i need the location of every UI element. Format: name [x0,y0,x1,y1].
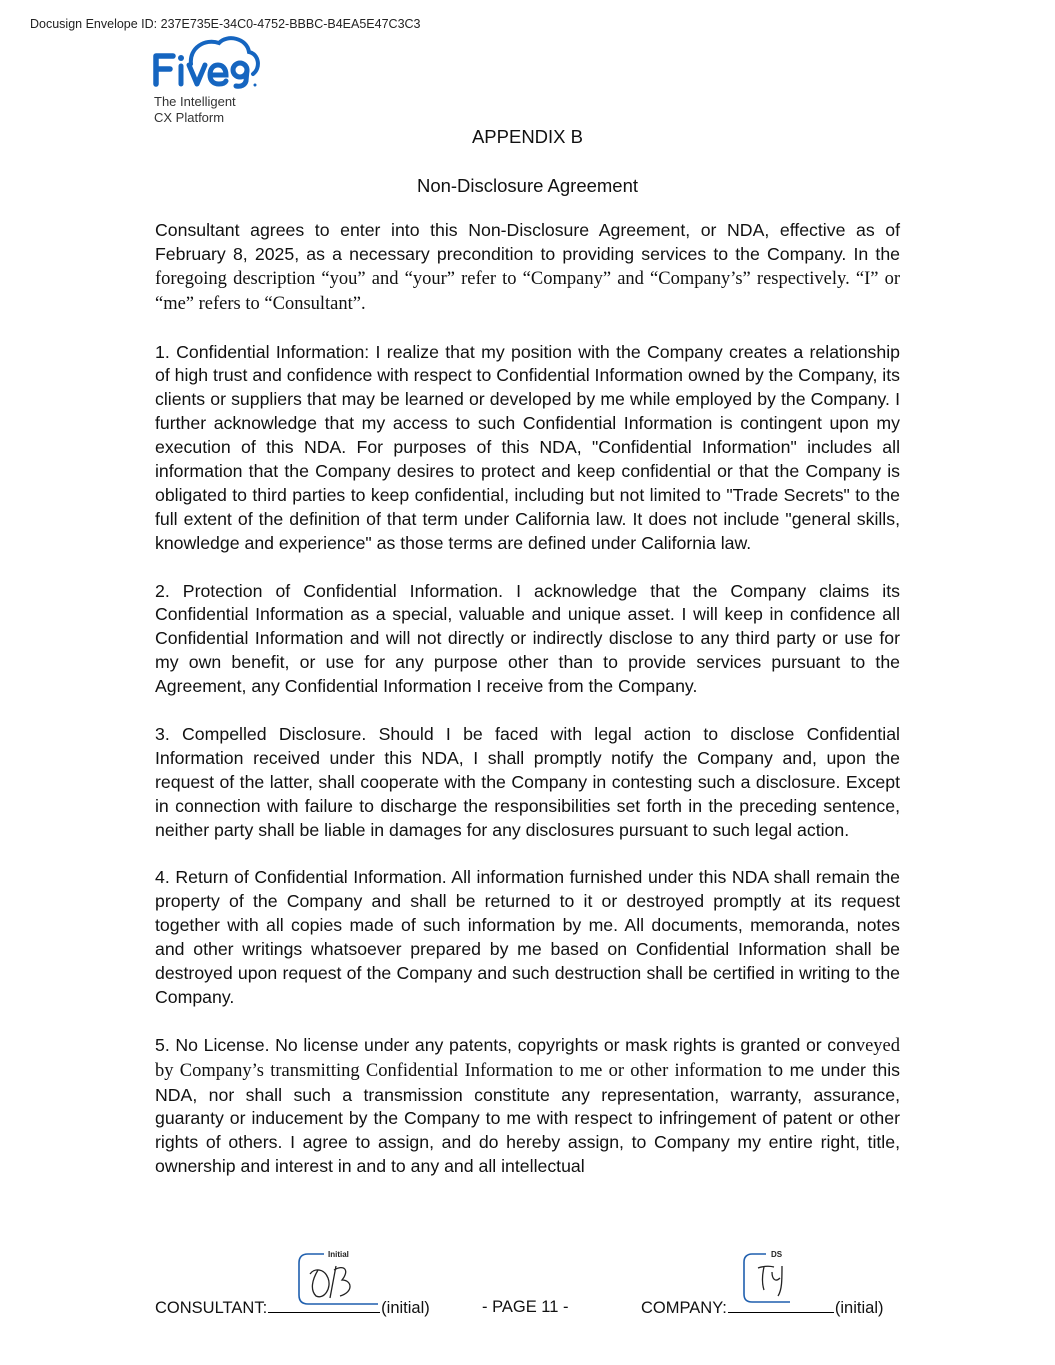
logo-tagline [154,94,236,126]
section-3-compelled-disclosure: 3. Compelled Disclosure. Should I be faced with legal action to disclose Confidential Information received under this NDA, I shall promptly notify the Company and, upon the request of the latter, shall cooperate with the Company in contesting such a disclosure. Except in connection with failure to discharge the responsibilities set forth in the preceding sentence, neither party shall be liable in damages for any disclosures pursuant to such legal action. [155,723,900,840]
tagline-line-1: The Intelligent [154,94,236,109]
section-5-no-license [155,1034,900,1179]
initial-stamp-tag: Initial [328,1250,349,1259]
section-2-protection: 2. Protection of Confidential Information. I acknowledge that the Company claims its Confidential Information as a special, valuable and unique asset. I will keep in confidence all Confidential Information and will not directly or indirectly disclose to any third party or use for my own benefit, or use for any purpose other than to provide services pursuant to the Agreement, any Confidential Information I receive from the Company. [155,580,900,697]
company-initial-blank [728,1298,834,1313]
ds-stamp-tag: DS [771,1250,783,1259]
intro-part-2: foregoing description “you” and “your” refer to “Company” and “Company’s” respectively. “I” or “me” refers to “Consultant”. [155,268,900,314]
company-initial-suffix: (initial) [834,1299,884,1317]
document-subtitle: Non-Disclosure Agreement [416,175,639,196]
consultant-initial-suffix: (initial) [381,1299,430,1317]
section-4-return: 4. Return of Confidential Information. All information furnished under this NDA shall remain the property of the Company and shall be returned to it or destroyed promptly at its request together with all copies made of such information by me. All documents, memoranda, notes and other writings whatsoever prepared by me based on Confidential Information shall be destroyed upon request of the Company and such destruction shall be certified in writing to the Company. [155,867,900,1007]
page-number: - PAGE 11 - [482,1298,569,1316]
agreement-body [155,219,900,1179]
consultant-initial-line [155,1298,430,1318]
intro-paragraph [155,219,900,317]
docusign-envelope-id: Docusign Envelope ID: 237E735E-34C0-4752-BBBC-B4EA5E47C3C3 [30,17,421,31]
page-footer [155,1298,900,1324]
tagline-line-2: CX Platform [154,110,225,125]
company-label: COMPANY: [641,1299,727,1317]
intro-part-1: Consultant agrees to enter into this Non-Disclosure Agreement, or NDA, effective as of February 8, 2025, as a necessary precondition to providing services to the Company. In the [155,220,900,264]
consultant-label: CONSULTANT: [155,1299,268,1317]
company-initial-line [641,1298,883,1318]
section-1-confidential-information: 1. Confidential Information: I realize that my position with the Company creates a relationship of high trust and confidence with respect to Confidential Information owned by the Company, its clients or suppliers that may be learned or developed by me while employed by the Company. I further acknowledge that my access to such Confidential Information is contingent upon my execution of this NDA. For purposes of this NDA, "Confidential Information" includes all information that the Company desires to protect and keep confidential or that the Company is obligated to third parties to keep confidential, including but not limited to "Trade Secrets" to the full extent of the definition of that term under California law. It does not include "general skills, knowledge and experience" as those terms are defined under California law. [155,341,900,553]
five9-logo-mark [153,34,263,92]
section-5-part-2: veyed by Company’s transmitting Confidential Information to me or other information [155,1035,900,1081]
consultant-initial-blank [268,1298,380,1313]
appendix-title: APPENDIX B [471,126,584,147]
section-5-part-1: 5. No License. No license under any patents, copyrights or mask rights is granted or con [155,1034,856,1055]
section-5-part-3: to me under this NDA, nor shall such a transmission constitute any representation, warranty, assurance, guaranty or inducement by the Company to me with respect to infringement of patent or other rights of others. I agree to assign, and do hereby assign, to Company my entire right, title, ownership and interest in and to any and all intellectual [155,1059,900,1177]
five9-logo [153,34,273,130]
